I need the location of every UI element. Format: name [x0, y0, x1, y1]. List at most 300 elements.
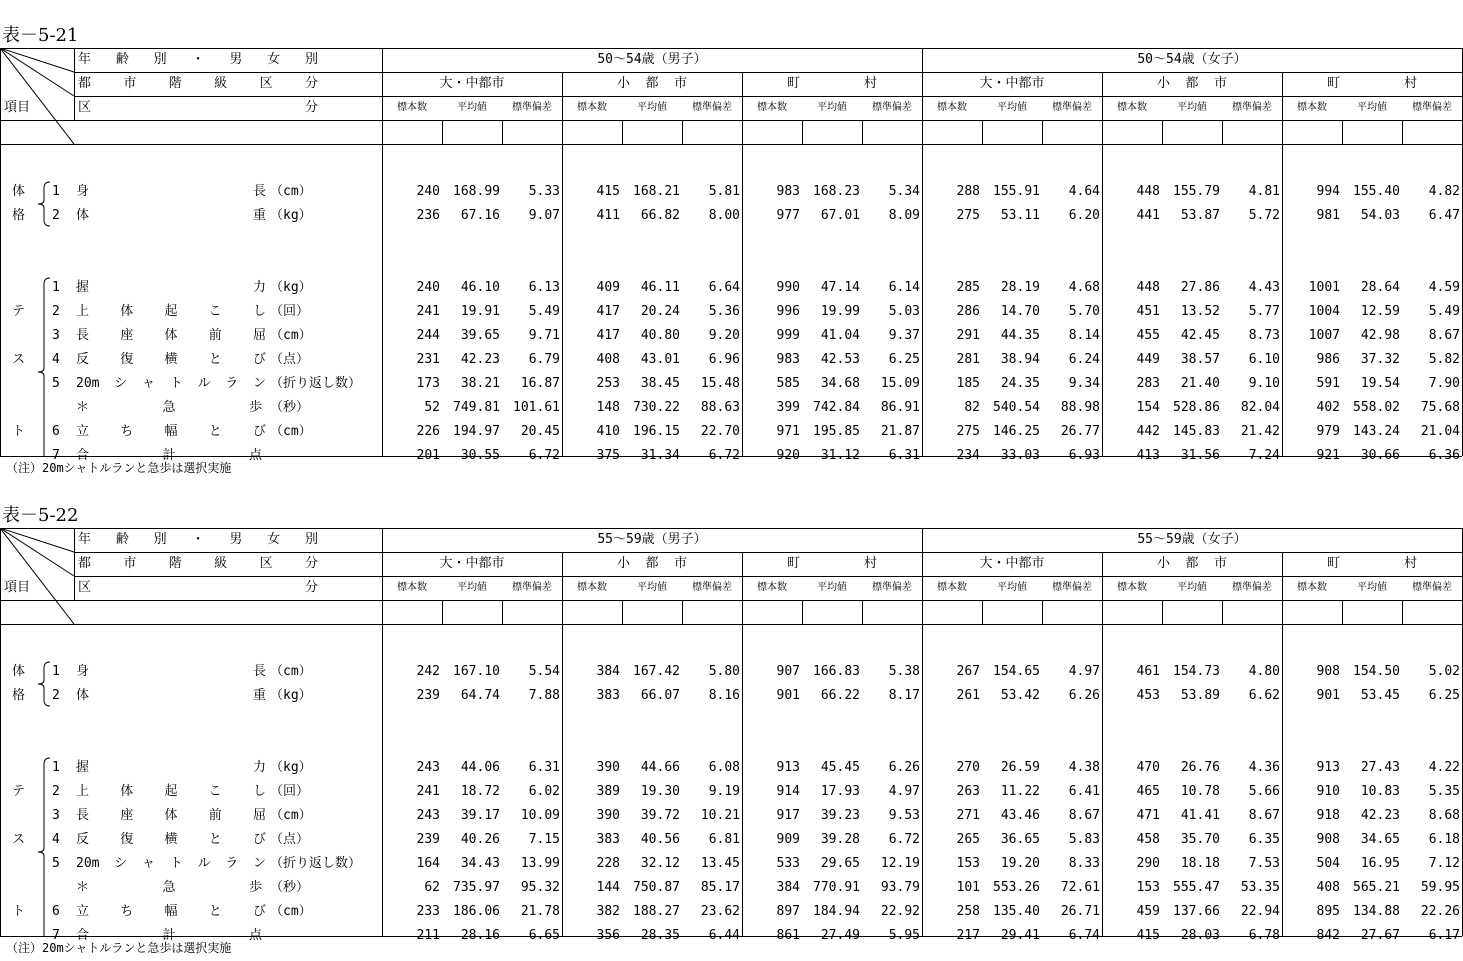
header-char: 市: [1213, 556, 1227, 571]
table-cell: 1001: [1308, 280, 1340, 295]
item-unit: （点）: [270, 352, 310, 367]
table-cell: 143.24: [1353, 424, 1400, 439]
item-number: 1: [52, 280, 60, 295]
table-cell: 14.70: [1000, 304, 1040, 319]
rule-line: [502, 600, 503, 624]
table-cell: 5.49: [1428, 304, 1460, 319]
table-cell: 53.89: [1180, 688, 1220, 703]
table-cell: 288: [956, 184, 980, 199]
table-cell: 910: [1316, 784, 1340, 799]
table-caption: 表－5-22: [2, 505, 79, 526]
item-name-part: び: [252, 424, 266, 439]
table-cell: 19.20: [1000, 856, 1040, 871]
table-cell: 901: [1316, 688, 1340, 703]
table-cell: 38.45: [640, 376, 680, 391]
table-cell: 37.32: [1360, 352, 1400, 367]
city-header-small: [1157, 552, 1227, 576]
item-name-part: 長: [76, 808, 90, 823]
table-cell: 42.45: [1180, 328, 1220, 343]
table-cell: 411: [596, 208, 620, 223]
item-unit: （回）: [270, 304, 310, 319]
item-name-part: 20m: [76, 856, 100, 871]
header-city-class: [78, 72, 318, 96]
table-cell: 217: [956, 928, 980, 943]
table-cell: 88.63: [700, 400, 740, 415]
table-cell: 26.59: [1000, 760, 1040, 775]
stat-col-header: 標準偏差: [692, 102, 732, 113]
table-cell: 4.82: [1428, 184, 1460, 199]
table-cell: 30.66: [1360, 448, 1400, 463]
table-cell: 897: [776, 904, 800, 919]
header-char: 村: [1403, 556, 1417, 571]
table-cell: 285: [956, 280, 980, 295]
stat-col-header: 標本数: [937, 582, 967, 593]
table-cell: 9.34: [1068, 376, 1100, 391]
table-cell: 415: [596, 184, 620, 199]
table-cell: 42.23: [1360, 808, 1400, 823]
rule-line: [682, 600, 683, 624]
item-unit: （折り返し数）: [270, 856, 362, 871]
item-name-part: 身: [76, 184, 90, 199]
table-cell: 770.91: [813, 880, 860, 895]
item-name-part: ル: [197, 856, 211, 871]
header-division-right: 分: [305, 100, 319, 115]
table-cell: 44.06: [460, 760, 500, 775]
rule-line: [502, 120, 503, 144]
item-name-part: 幅: [164, 424, 178, 439]
stat-col-header: 平均値: [457, 582, 487, 593]
table-cell: 533: [776, 856, 800, 871]
item-name: [76, 420, 266, 444]
table-cell: 565.21: [1353, 880, 1400, 895]
table-cell: 8.33: [1068, 856, 1100, 871]
item-name-part: ン: [252, 376, 266, 391]
stat-col-header: 平均値: [817, 582, 847, 593]
table-cell: 6.72: [708, 448, 740, 463]
header-char: 別: [304, 52, 318, 67]
item-unit: （kg）: [270, 760, 312, 775]
header-age-sex: [78, 48, 318, 72]
table-cell: 384: [596, 664, 620, 679]
stat-col-header: 標本数: [1297, 582, 1327, 593]
table-cell: 261: [956, 688, 980, 703]
table-cell: 18.72: [460, 784, 500, 799]
group-label-test: ト: [12, 424, 26, 439]
item-name-part: ト: [169, 856, 183, 871]
table-cell: 1004: [1308, 304, 1340, 319]
stat-col-header: 平均値: [457, 102, 487, 113]
table-cell: 13.45: [700, 856, 740, 871]
table-cell: 730.22: [633, 400, 680, 415]
table-cell: 5.81: [708, 184, 740, 199]
item-unit: （cm）: [270, 808, 312, 823]
stat-col-header: 標本数: [397, 102, 427, 113]
table-cell: 75.68: [1420, 400, 1460, 415]
item-name-part: 重: [252, 688, 266, 703]
item-number: 5: [52, 856, 60, 871]
table-cell: 244: [416, 328, 440, 343]
table-cell: 842: [1316, 928, 1340, 943]
header-char: 市: [123, 76, 137, 91]
item-name-part: こ: [208, 784, 222, 799]
male-group-header: 55～59歳（男子）: [597, 532, 707, 547]
table-cell: 913: [776, 760, 800, 775]
data-table: [0, 528, 1462, 943]
group-label-test: ス: [12, 832, 26, 847]
table-cell: 6.79: [528, 352, 560, 367]
table-note: （注）20mシャトルランと急歩は選択実施: [6, 461, 232, 475]
table-cell: 53.11: [1000, 208, 1040, 223]
item-unit: （cm）: [270, 424, 312, 439]
table-cell: 471: [1136, 808, 1160, 823]
header-char: 小: [617, 556, 631, 571]
table-cell: 908: [1316, 832, 1340, 847]
table-cell: 82: [964, 400, 980, 415]
item-name: [76, 756, 266, 780]
item-name-part: ラ: [225, 376, 239, 391]
table-note: （注）20mシャトルランと急歩は選択実施: [6, 941, 232, 955]
table-cell: 981: [1316, 208, 1340, 223]
table-cell: 6.25: [888, 352, 920, 367]
item-name: [76, 372, 266, 396]
table-cell: 86.91: [880, 400, 920, 415]
item-name: [76, 804, 266, 828]
table-cell: 6.24: [1068, 352, 1100, 367]
table-cell: 5.70: [1068, 304, 1100, 319]
table-cell: 749.81: [453, 400, 500, 415]
female-group-header: 55～59歳（女子）: [1137, 532, 1247, 547]
item-unit: （秒）: [270, 880, 310, 895]
table-cell: 861: [776, 928, 800, 943]
table-cell: 6.26: [888, 760, 920, 775]
table-cell: 15.48: [700, 376, 740, 391]
item-name-part: び: [252, 352, 266, 367]
table-cell: 27.86: [1180, 280, 1220, 295]
table-cell: 5.36: [708, 304, 740, 319]
table-cell: 101.61: [513, 400, 560, 415]
table-cell: 166.83: [813, 664, 860, 679]
group-label-body: 格: [12, 208, 26, 223]
table-cell: 417: [596, 304, 620, 319]
table-cell: 465: [1136, 784, 1160, 799]
table-cell: 40.56: [640, 832, 680, 847]
item-number: 6: [52, 424, 60, 439]
table-cell: 21.78: [520, 904, 560, 919]
item-name: [76, 660, 266, 684]
table-cell: 233: [416, 904, 440, 919]
stat-col-header: 標本数: [577, 582, 607, 593]
table-cell: 540.54: [993, 400, 1040, 415]
header-char: 別: [153, 52, 167, 67]
table-cell: 977: [776, 208, 800, 223]
table-cell: 7.90: [1428, 376, 1460, 391]
item-name-part: 復: [120, 352, 134, 367]
table-cell: 918: [1316, 808, 1340, 823]
item-name: [76, 852, 266, 876]
rule-line: [1402, 120, 1403, 144]
table-cell: 6.31: [888, 448, 920, 463]
table-cell: 265: [956, 832, 980, 847]
table-cell: 8.73: [1248, 328, 1280, 343]
item-name: [76, 180, 266, 204]
city-header-large: 大・中都市: [979, 76, 1045, 91]
data-table: [0, 48, 1462, 463]
table-cell: 38.57: [1180, 352, 1220, 367]
table-cell: 167.42: [633, 664, 680, 679]
table-cell: 271: [956, 808, 980, 823]
item-name-part: 身: [76, 664, 90, 679]
table-cell: 41.41: [1180, 808, 1220, 823]
table-cell: 1007: [1308, 328, 1340, 343]
table-cell: 22.26: [1420, 904, 1460, 919]
table-cell: 9.20: [708, 328, 740, 343]
table-cell: 383: [596, 688, 620, 703]
table-cell: 5.49: [528, 304, 560, 319]
item-unit: （kg）: [270, 208, 312, 223]
item-name-part: 計: [162, 448, 176, 463]
table-cell: 135.40: [993, 904, 1040, 919]
table-cell: 901: [776, 688, 800, 703]
table-cell: 6.62: [1248, 688, 1280, 703]
rule-line: [1042, 120, 1043, 144]
table-cell: 23.62: [700, 904, 740, 919]
table-cell: 88.98: [1060, 400, 1100, 415]
table-cell: 66.22: [820, 688, 860, 703]
table-cell: 417: [596, 328, 620, 343]
female-group-header: 50～54歳（女子）: [1137, 52, 1247, 67]
table-cell: 5.35: [1428, 784, 1460, 799]
table-cell: 5.03: [888, 304, 920, 319]
header-division-left: 区: [78, 580, 92, 595]
table-cell: 585: [776, 376, 800, 391]
header-char: 区: [259, 76, 273, 91]
header-char: 村: [863, 556, 877, 571]
table-cell: 5.66: [1248, 784, 1280, 799]
header-char: 齢: [115, 532, 129, 547]
table-cell: 241: [416, 784, 440, 799]
stat-col-header: 標準偏差: [1232, 102, 1272, 113]
header-char: 町: [787, 76, 801, 91]
item-name-part: 合: [76, 928, 90, 943]
table-cell: 11.22: [1000, 784, 1040, 799]
item-name-part: し: [252, 784, 266, 799]
group-label-test: ス: [12, 352, 26, 367]
table-cell: 19.99: [820, 304, 860, 319]
table-cell: 4.81: [1248, 184, 1280, 199]
table-cell: 5.02: [1428, 664, 1460, 679]
stat-col-header: 標準偏差: [512, 582, 552, 593]
item-unit: （cm）: [270, 184, 312, 199]
item-unit: （折り返し数）: [270, 376, 362, 391]
table-cell: 22.94: [1240, 904, 1280, 919]
table-cell: 13.52: [1180, 304, 1220, 319]
table-cell: 82.04: [1240, 400, 1280, 415]
table-cell: 236: [416, 208, 440, 223]
table-cell: 34.68: [820, 376, 860, 391]
stat-col-header: 標本数: [1117, 102, 1147, 113]
table-cell: 39.17: [460, 808, 500, 823]
table-cell: 8.09: [888, 208, 920, 223]
table-cell: 31.56: [1180, 448, 1220, 463]
table-cell: 6.35: [1248, 832, 1280, 847]
header-char: 市: [1213, 76, 1227, 91]
table-cell: 46.10: [460, 280, 500, 295]
table-cell: 134.88: [1353, 904, 1400, 919]
table-cell: 196.15: [633, 424, 680, 439]
item-name-part: ＊: [76, 880, 90, 895]
item-name-part: し: [252, 304, 266, 319]
group-label-body: 格: [12, 688, 26, 703]
table-cell: 253: [596, 376, 620, 391]
rule-line: [1222, 600, 1223, 624]
table-cell: 986: [1316, 352, 1340, 367]
table-cell: 290: [1136, 856, 1160, 871]
table-cell: 154: [1136, 400, 1160, 415]
table-cell: 390: [596, 760, 620, 775]
stat-col-header: 平均値: [637, 582, 667, 593]
table-cell: 555.47: [1173, 880, 1220, 895]
item-name-part: 急: [162, 880, 176, 895]
table-cell: 6.31: [528, 760, 560, 775]
rule-line: [982, 600, 983, 624]
brace-marks: [0, 48, 60, 456]
table-cell: 9.37: [888, 328, 920, 343]
stat-col-header: 平均値: [1177, 102, 1207, 113]
stat-col-header: 標準偏差: [1232, 582, 1272, 593]
male-group-header: 50～54歳（男子）: [597, 52, 707, 67]
table-cell: 231: [416, 352, 440, 367]
header-char: 分: [304, 556, 318, 571]
header-char: 階: [168, 76, 182, 91]
table-cell: 4.80: [1248, 664, 1280, 679]
table-cell: 40.26: [460, 832, 500, 847]
table-cell: 40.80: [640, 328, 680, 343]
table-cell: 558.02: [1353, 400, 1400, 415]
table-cell: 155.40: [1353, 184, 1400, 199]
stat-col-header: 標本数: [1297, 102, 1327, 113]
rule-line: [1342, 600, 1343, 624]
header-char: 都: [1185, 556, 1199, 571]
item-name-part: と: [208, 904, 222, 919]
item-name-part: 横: [164, 832, 178, 847]
table-cell: 155.91: [993, 184, 1040, 199]
rule-line: [0, 144, 1462, 145]
table-cell: 4.64: [1068, 184, 1100, 199]
table-cell: 66.07: [640, 688, 680, 703]
item-unit: （回）: [270, 784, 310, 799]
table-cell: 145.83: [1173, 424, 1220, 439]
city-header-town: [1327, 552, 1417, 576]
item-name-part: 屈: [252, 808, 266, 823]
item-name-part: 長: [252, 664, 266, 679]
header-char: 都: [1185, 76, 1199, 91]
header-char: 年: [78, 532, 92, 547]
table-cell: 449: [1136, 352, 1160, 367]
item-unit: （kg）: [270, 688, 312, 703]
city-header-large: 大・中都市: [979, 556, 1045, 571]
header-char: 別: [153, 532, 167, 547]
table-cell: 8.67: [1428, 328, 1460, 343]
table-cell: 8.67: [1248, 808, 1280, 823]
item-unit: （cm）: [270, 664, 312, 679]
item-name-part: 座: [120, 808, 134, 823]
item-name-part: 横: [164, 352, 178, 367]
stat-col-header: 標準偏差: [1052, 102, 1092, 113]
table-cell: 64.74: [460, 688, 500, 703]
table-cell: 356: [596, 928, 620, 943]
table-cell: 243: [416, 760, 440, 775]
table-cell: 402: [1316, 400, 1340, 415]
stat-col-header: 標準偏差: [1412, 582, 1452, 593]
table-cell: 28.19: [1000, 280, 1040, 295]
item-name-part: 反: [76, 832, 90, 847]
item-name: [76, 828, 266, 852]
table-cell: 291: [956, 328, 980, 343]
item-name-part: 前: [208, 328, 222, 343]
table-cell: 10.21: [700, 808, 740, 823]
table-cell: 16.87: [520, 376, 560, 391]
stat-col-header: 標本数: [937, 102, 967, 113]
table-cell: 39.23: [820, 808, 860, 823]
header-char: 小: [617, 76, 631, 91]
city-header-small: [617, 72, 687, 96]
table-cell: 7.88: [528, 688, 560, 703]
header-char: 男: [229, 52, 243, 67]
table-cell: 6.47: [1428, 208, 1460, 223]
city-header-small: [617, 552, 687, 576]
table-cell: 62: [424, 880, 440, 895]
item-name: [76, 780, 266, 804]
table-cell: 921: [1316, 448, 1340, 463]
table-cell: 24.35: [1000, 376, 1040, 391]
table-cell: 413: [1136, 448, 1160, 463]
item-number: 4: [52, 352, 60, 367]
header-char: 女: [267, 532, 281, 547]
brace: [38, 758, 50, 936]
table-cell: 67.16: [460, 208, 500, 223]
table-cell: 34.65: [1360, 832, 1400, 847]
table-cell: 21.04: [1420, 424, 1460, 439]
table-cell: 66.82: [640, 208, 680, 223]
table-cell: 67.01: [820, 208, 860, 223]
table-cell: 553.26: [993, 880, 1040, 895]
header-char: 都: [78, 76, 92, 91]
table-cell: 45.45: [820, 760, 860, 775]
table-cell: 19.30: [640, 784, 680, 799]
item-number: 4: [52, 832, 60, 847]
table-cell: 286: [956, 304, 980, 319]
header-char: 町: [1327, 76, 1341, 91]
item-unit: （秒）: [270, 400, 310, 415]
table-cell: 7.24: [1248, 448, 1280, 463]
stat-col-header: 平均値: [817, 102, 847, 113]
group-label-test: テ: [12, 784, 26, 799]
stat-col-header: 平均値: [637, 102, 667, 113]
table-cell: 167.10: [453, 664, 500, 679]
item-name-part: 重: [252, 208, 266, 223]
table-cell: 54.03: [1360, 208, 1400, 223]
rule-line: [442, 120, 443, 144]
rule-line: [622, 600, 623, 624]
item-number: 1: [52, 184, 60, 199]
brace: [38, 278, 50, 456]
header-char: 町: [787, 556, 801, 571]
table-cell: 6.64: [708, 280, 740, 295]
table-cell: 6.02: [528, 784, 560, 799]
rule-line: [862, 120, 863, 144]
table-cell: 9.07: [528, 208, 560, 223]
header-char: 村: [863, 76, 877, 91]
